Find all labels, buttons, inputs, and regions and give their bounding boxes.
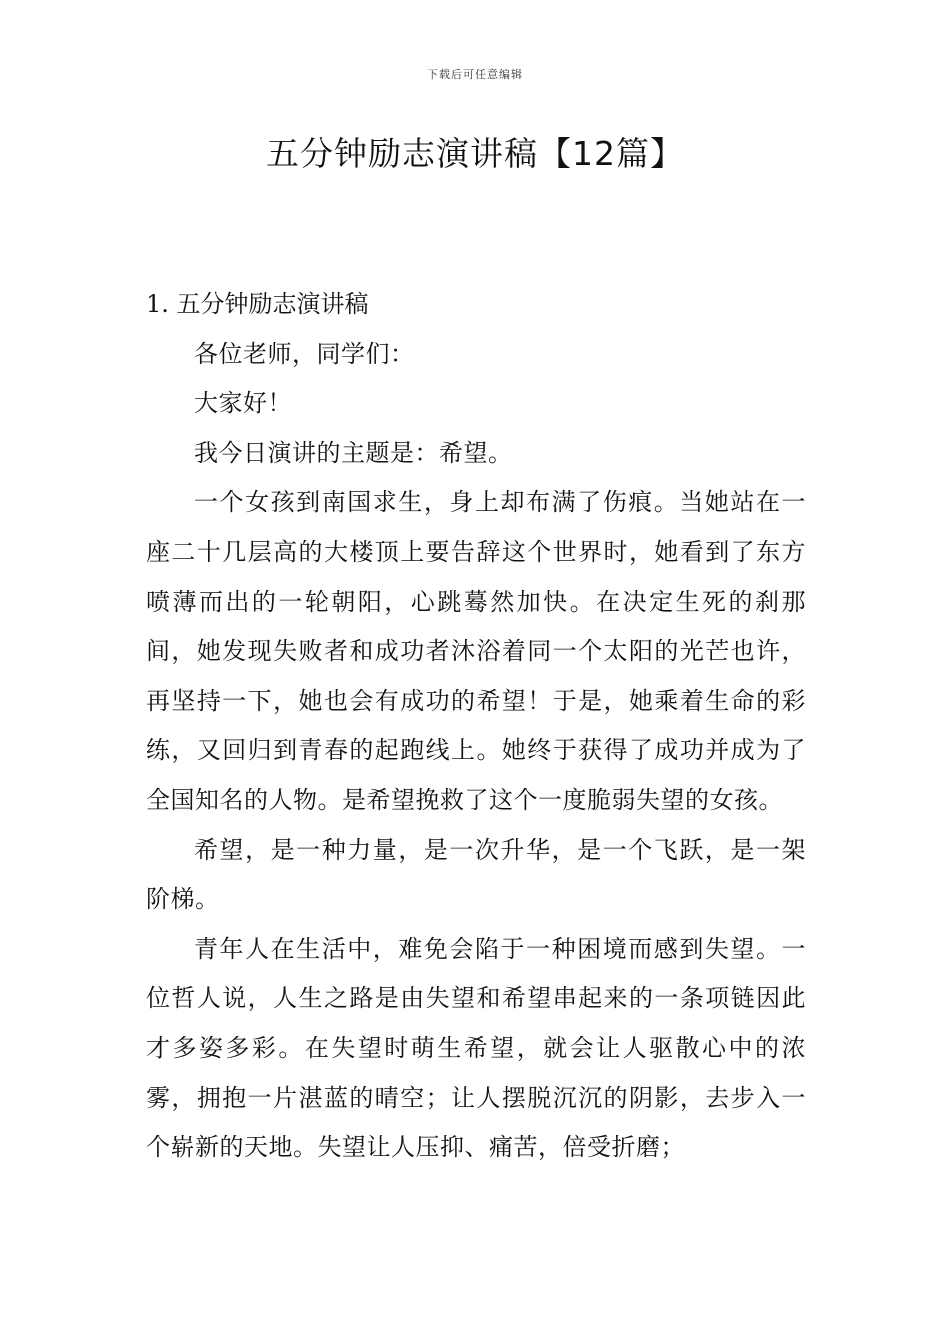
paragraph-hope-definition: 希望，是一种力量，是一次升华，是一个飞跃，是一架阶梯。 xyxy=(146,835,806,914)
paragraph-youth: 青年人在生活中，难免会陷于一种困境而感到失望。一位哲人说，人生之路是由失望和希望串起来的一条项链因此才多姿多彩。在失望时萌生希望，就会让人驱散心中的浓雾，拥抱一片湛蓝的晴空；让人摆脱沉沉的阴影，去步入一个崭新的天地。失望让人压抑、痛苦，倍受折磨； xyxy=(146,934,806,1162)
paragraph-story: 一个女孩到南国求生，身上却布满了伤痕。当她站在一座二十几层高的大楼顶上要告辞这个世界时，她看到了东方喷薄而出的一轮朝阳，心跳蓦然加快。在决定生死的刹那间，她发现失败者和成功者沐浴着同一个太阳的光芒也许，再坚持一下，她也会有成功的希望！于是，她乘着生命的彩练，又回归到青春的起跑线上。她终于获得了成功并成为了全国知名的人物。是希望挽救了这个一度脆弱失望的女孩。 xyxy=(146,488,806,814)
header-note: 下载后可任意编辑 xyxy=(427,68,523,81)
paragraph-theme: 我今日演讲的主题是：希望。 xyxy=(194,438,513,467)
document-title: 五分钟励志演讲稿【12篇】 xyxy=(266,134,684,173)
section-heading: 1. 五分钟励志演讲稿 xyxy=(146,290,369,318)
paragraph-greeting: 各位老师，同学们： xyxy=(194,339,415,368)
paragraph-hello: 大家好！ xyxy=(194,389,292,418)
document-body xyxy=(146,280,806,1173)
